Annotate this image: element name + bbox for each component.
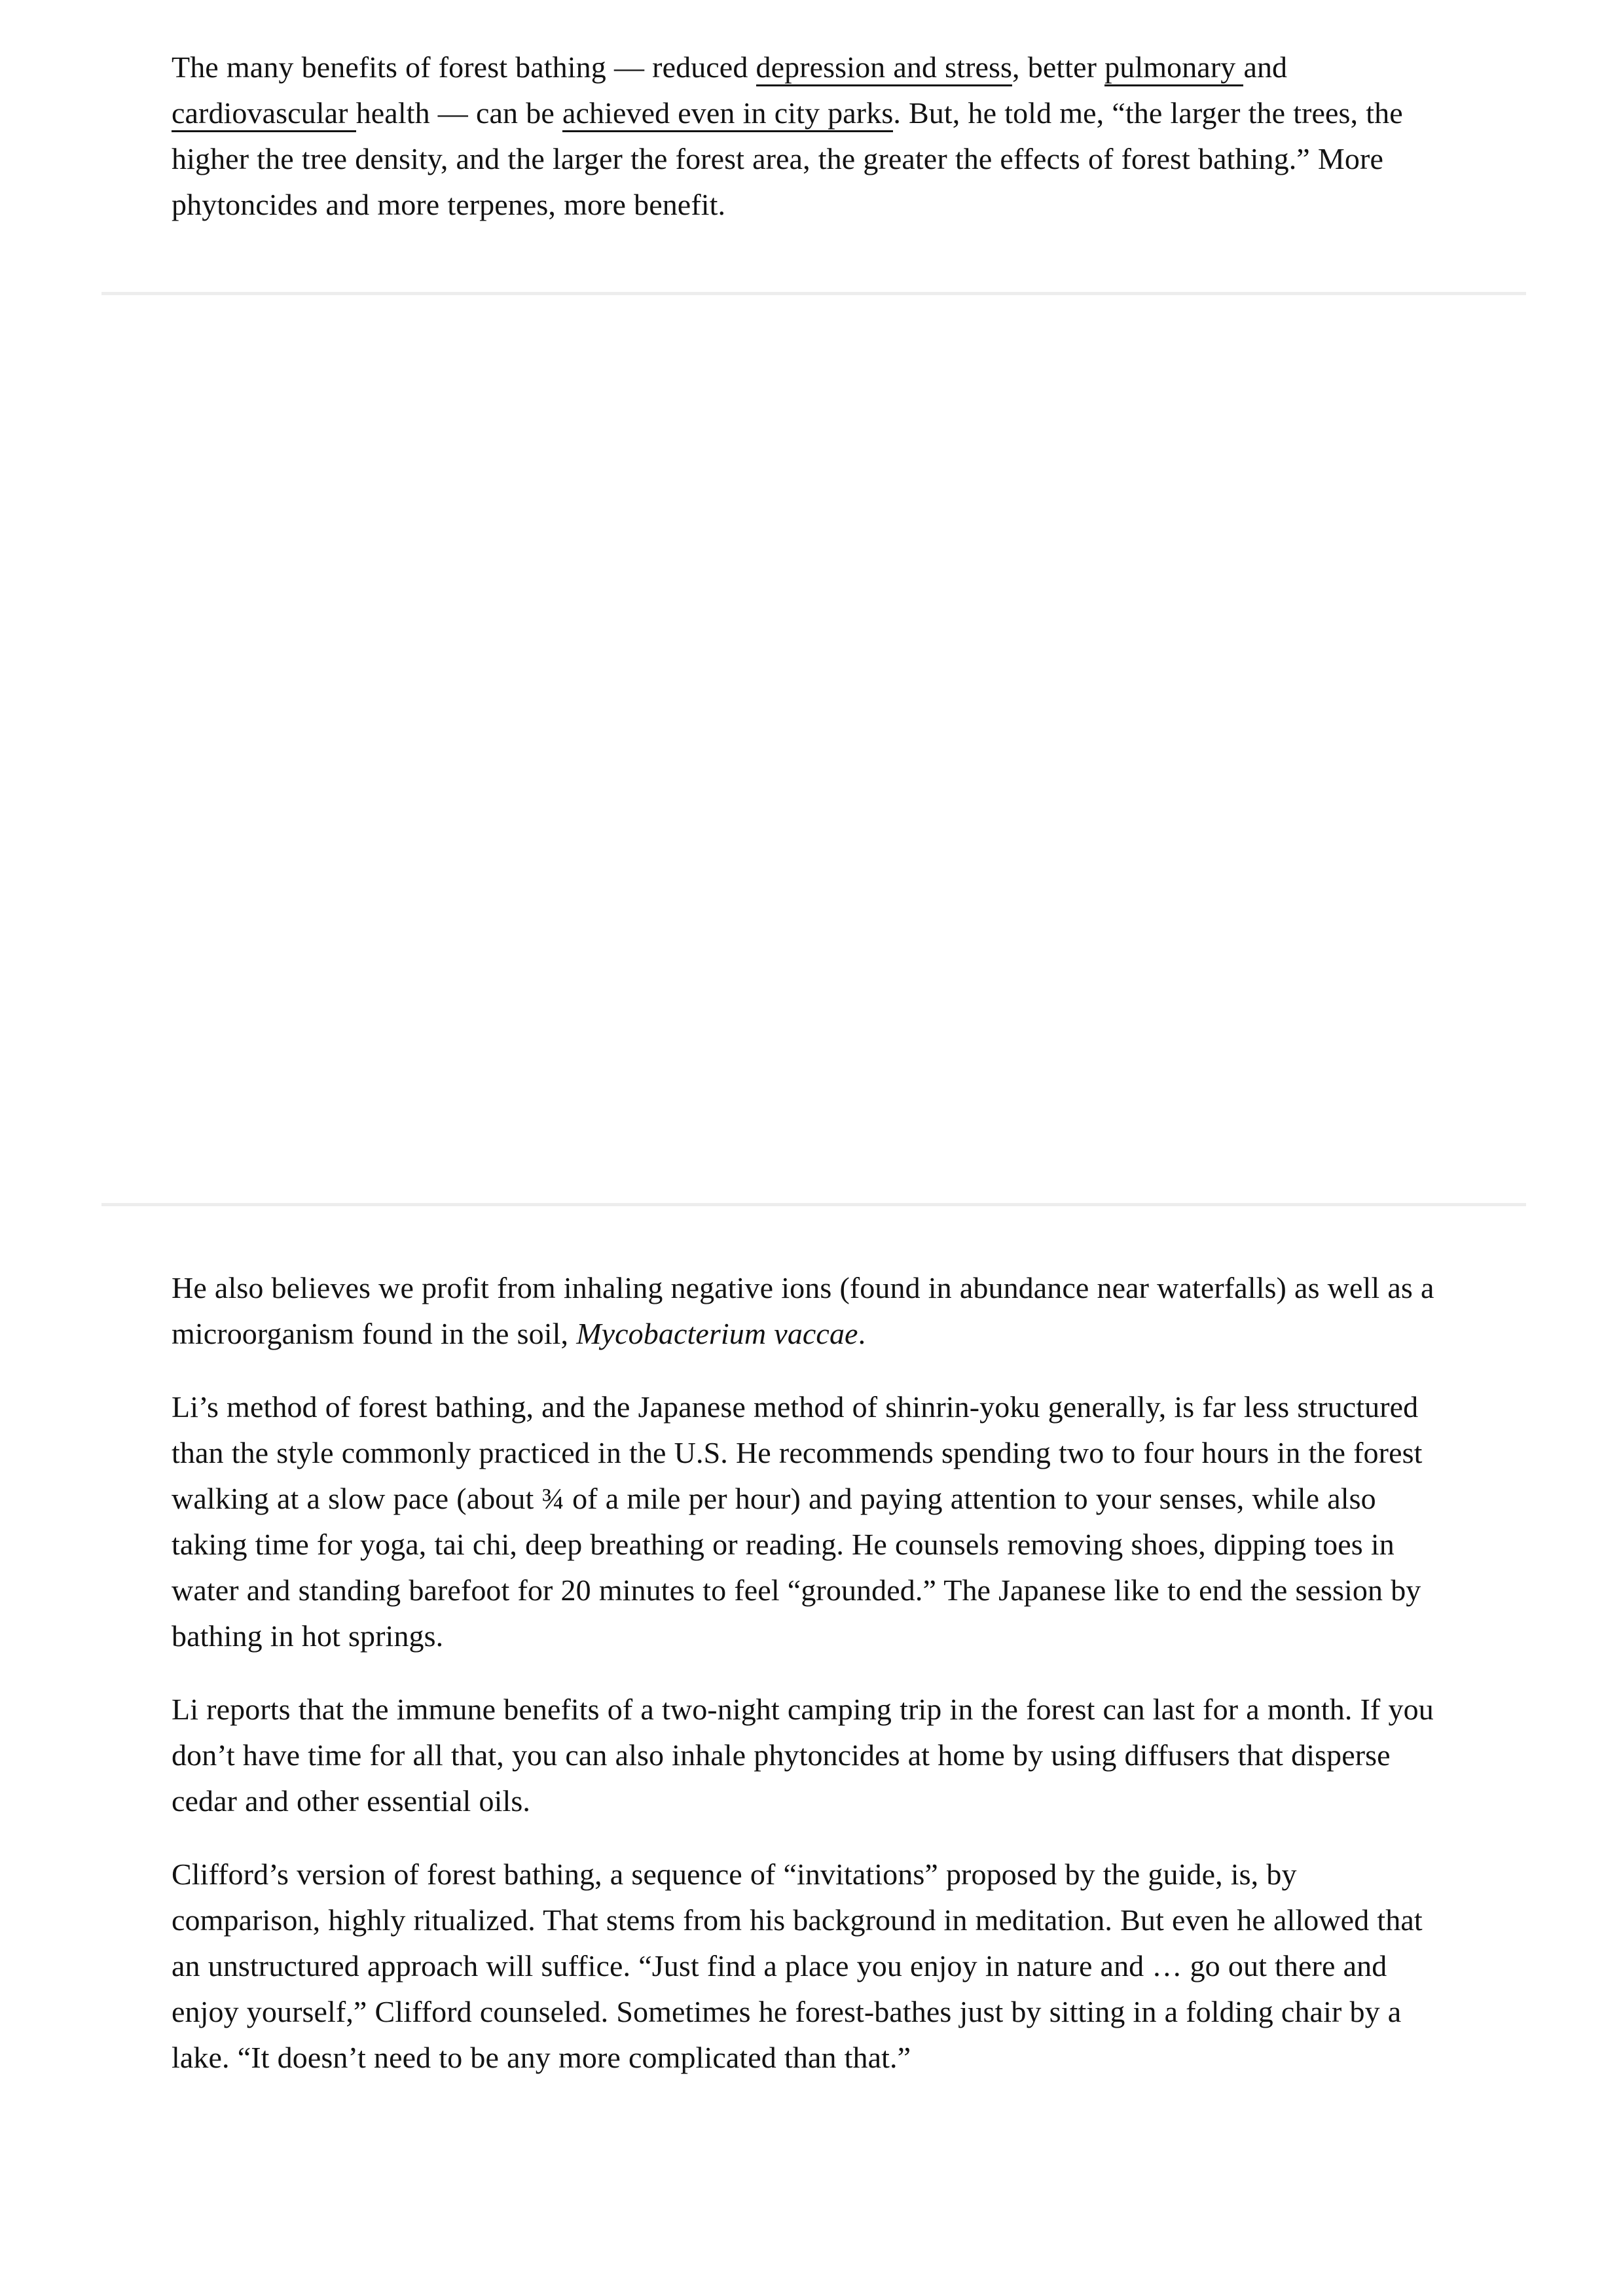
text-run: and xyxy=(1243,50,1288,84)
text-run: He also believes we profit from inhaling negative ions (found in abundance near waterfalls) as well as a microorganism found in the soil, xyxy=(172,1271,1434,1350)
inline-link[interactable]: pulmonary xyxy=(1104,50,1243,86)
inline-link[interactable]: depression and stress xyxy=(756,50,1012,86)
article-body-section xyxy=(172,1265,1442,2081)
text-run: Clifford’s version of forest bathing, a sequence of “invitations” proposed by the guide, is, by comparison, highly ritualized. That stems from his background in meditation. But even he allowed that an unstructured approach will suffice. “Just find a place you enjoy in nature and … go out there and enjoy yourself,” Clifford counseled. Sometimes he forest-bathes just by sitting in a folding chair by a lake. “It doesn’t need to be any more complicated than that.” xyxy=(172,1857,1423,2074)
embedded-media-slot[interactable] xyxy=(101,295,1526,1203)
text-run: . xyxy=(858,1317,866,1350)
article-intro-section xyxy=(172,45,1442,228)
text-run: health — can be xyxy=(356,96,562,130)
paragraph-p-li-reports xyxy=(172,1687,1442,1824)
text-run: Li reports that the immune benefits of a two-night camping trip in the forest can last for a month. If you don’t have time for all that, you can also inhale phytoncides at home by using diffusers that disperse cedar and other essential oils. xyxy=(172,1693,1434,1818)
text-run: , better xyxy=(1012,50,1105,84)
paragraph-p-li-method xyxy=(172,1384,1442,1659)
text-run: . But, he told me, “the larger the trees, the higher the tree density, and the larger the forest area, the greater the effects of forest bathing.” More phytoncides and more terpenes, more benefit. xyxy=(172,96,1403,221)
italic-term: Mycobacterium vaccae xyxy=(576,1317,858,1350)
paragraph-p-benefits xyxy=(172,45,1442,228)
text-run: The many benefits of forest bathing — reduced xyxy=(172,50,756,84)
text-run: Li’s method of forest bathing, and the Japanese method of shinrin-yoku generally, is far less structured than the style commonly practiced in the U.S. He recommends spending two to four hours in the forest walking at a slow pace (about ¾ of a mile per hour) and paying attention to your senses, while also taking time for yoga, tai chi, deep breathing or reading. He counsels removing shoes, dipping toes in water and standing barefoot for 20 minutes to feel “grounded.” The Japanese like to end the session by bathing in hot springs. xyxy=(172,1390,1423,1653)
paragraph-p-negative-ions xyxy=(172,1265,1442,1357)
inline-link[interactable]: cardiovascular xyxy=(172,96,356,132)
paragraph-p-clifford xyxy=(172,1852,1442,2081)
section-divider-bottom xyxy=(101,1203,1526,1206)
inline-link[interactable]: achieved even in city parks xyxy=(562,96,893,132)
